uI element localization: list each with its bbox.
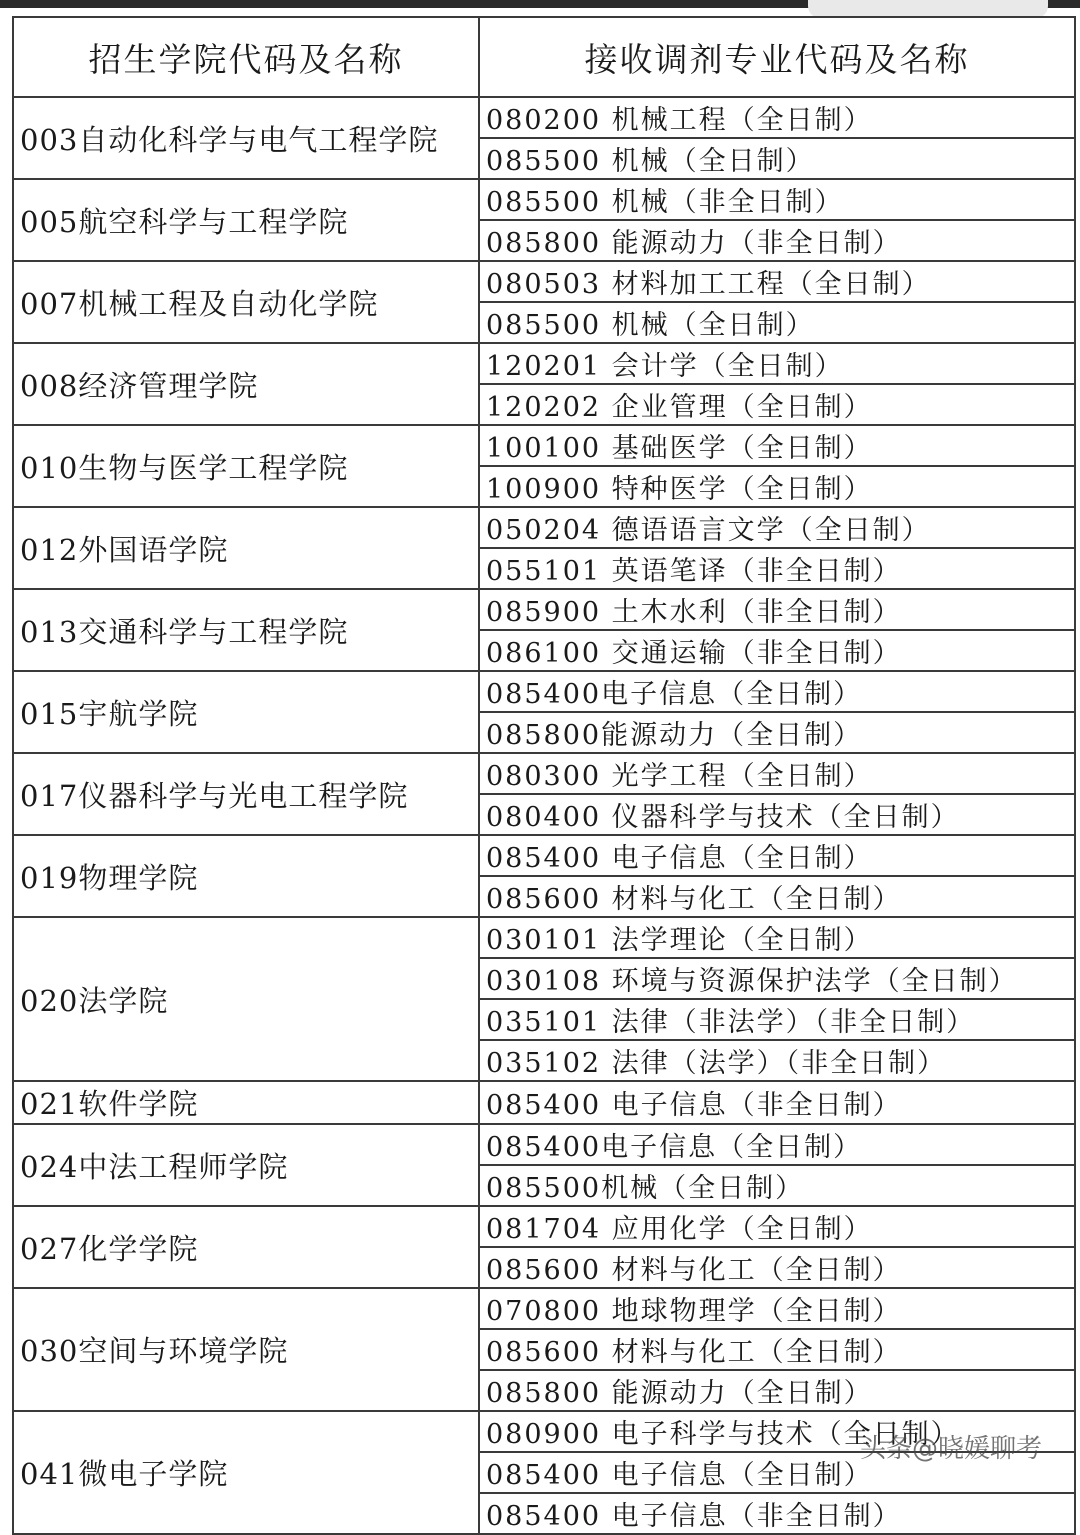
major-cell: 080200 机械工程（全日制） <box>479 97 1075 138</box>
major-cell: 085500机械（全日制） <box>479 1165 1075 1206</box>
college-cell: 024中法工程师学院 <box>13 1124 479 1206</box>
table-row <box>13 1288 1075 1329</box>
major-cell: 080900 电子科学与技术（全日制） <box>479 1411 1075 1452</box>
major-cell: 086100 交通运输（非全日制） <box>479 630 1075 671</box>
major-cell: 085600 材料与化工（全日制） <box>479 876 1075 917</box>
enrollment-table <box>12 16 1076 1535</box>
major-cell: 035101 法律（非法学）（非全日制） <box>479 999 1075 1040</box>
table-row <box>13 97 1075 138</box>
table-row <box>13 1081 1075 1124</box>
major-cell: 080300 光学工程（全日制） <box>479 753 1075 794</box>
college-cell: 027化学学院 <box>13 1206 479 1288</box>
major-cell: 085400电子信息（全日制） <box>479 671 1075 712</box>
table-header-row <box>13 17 1075 97</box>
college-cell: 019物理学院 <box>13 835 479 917</box>
major-cell: 085400 电子信息（非全日制） <box>479 1081 1075 1124</box>
college-cell: 015宇航学院 <box>13 671 479 753</box>
table-row <box>13 261 1075 302</box>
major-cell: 100900 特种医学（全日制） <box>479 466 1075 507</box>
table-row <box>13 425 1075 466</box>
major-cell: 080503 材料加工工程（全日制） <box>479 261 1075 302</box>
major-cell: 081704 应用化学（全日制） <box>479 1206 1075 1247</box>
table-row <box>13 917 1075 958</box>
major-cell: 035102 法律（法学）（非全日制） <box>479 1040 1075 1081</box>
major-cell: 085500 机械（非全日制） <box>479 179 1075 220</box>
major-cell: 120202 企业管理（全日制） <box>479 384 1075 425</box>
major-cell: 030101 法学理论（全日制） <box>479 917 1075 958</box>
major-cell: 085600 材料与化工（全日制） <box>479 1247 1075 1288</box>
major-cell: 085800 能源动力（全日制） <box>479 1370 1075 1411</box>
major-cell: 050204 德语语言文学（全日制） <box>479 507 1075 548</box>
major-cell: 085600 材料与化工（全日制） <box>479 1329 1075 1370</box>
college-cell: 030空间与环境学院 <box>13 1288 479 1411</box>
table-row <box>13 1206 1075 1247</box>
major-cell: 120201 会计学（全日制） <box>479 343 1075 384</box>
college-cell: 021软件学院 <box>13 1081 479 1124</box>
major-cell: 085500 机械（全日制） <box>479 138 1075 179</box>
table-row <box>13 343 1075 384</box>
major-cell: 085500 机械（全日制） <box>479 302 1075 343</box>
major-cell: 085800 能源动力（非全日制） <box>479 220 1075 261</box>
major-cell: 085400 电子信息（全日制） <box>479 835 1075 876</box>
college-cell: 012外国语学院 <box>13 507 479 589</box>
table-row <box>13 753 1075 794</box>
college-cell: 017仪器科学与光电工程学院 <box>13 753 479 835</box>
major-cell: 100100 基础医学（全日制） <box>479 425 1075 466</box>
college-cell: 007机械工程及自动化学院 <box>13 261 479 343</box>
college-cell: 020法学院 <box>13 917 479 1081</box>
college-cell: 013交通科学与工程学院 <box>13 589 479 671</box>
college-cell: 041微电子学院 <box>13 1411 479 1534</box>
watermark: 头条@晓媛聊考 <box>860 1434 1043 1464</box>
major-cell: 070800 地球物理学（全日制） <box>479 1288 1075 1329</box>
college-cell: 003自动化科学与电气工程学院 <box>13 97 479 179</box>
college-cell: 010生物与医学工程学院 <box>13 425 479 507</box>
table-row <box>13 671 1075 712</box>
major-cell: 085800能源动力（全日制） <box>479 712 1075 753</box>
table-body <box>13 97 1075 1534</box>
major-cell: 085400 电子信息（非全日制） <box>479 1493 1075 1534</box>
major-cell: 085400电子信息（全日制） <box>479 1124 1075 1165</box>
header-major: 接收调剂专业代码及名称 <box>479 17 1075 97</box>
table-row <box>13 835 1075 876</box>
major-cell: 085900 土木水利（非全日制） <box>479 589 1075 630</box>
major-cell: 080400 仪器科学与技术（全日制） <box>479 794 1075 835</box>
table-row <box>13 1124 1075 1165</box>
college-cell: 008经济管理学院 <box>13 343 479 425</box>
table-row <box>13 179 1075 220</box>
header-college: 招生学院代码及名称 <box>13 17 479 97</box>
table-row <box>13 507 1075 548</box>
major-cell: 030108 环境与资源保护法学（全日制） <box>479 958 1075 999</box>
major-cell: 055101 英语笔译（非全日制） <box>479 548 1075 589</box>
table-row <box>13 589 1075 630</box>
major-cell: 085400 电子信息（全日制） <box>479 1452 1075 1493</box>
college-cell: 005航空科学与工程学院 <box>13 179 479 261</box>
